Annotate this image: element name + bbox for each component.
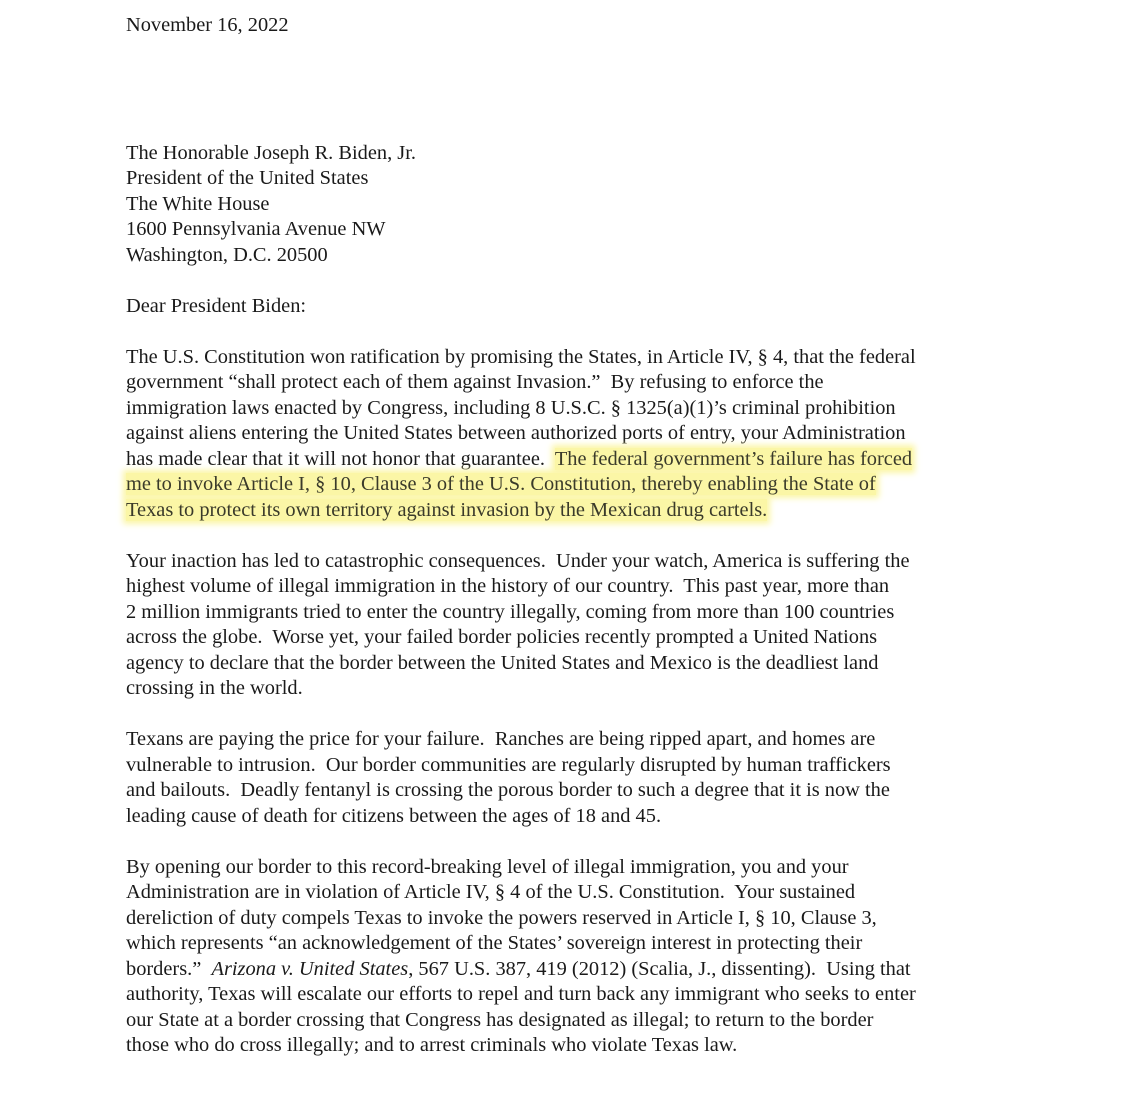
text-line (126, 472, 1126, 498)
text-segment: vulnerable to intrusion. Our border communities are regularly disrupted by human traffickers (126, 753, 891, 776)
text-line (126, 880, 1126, 906)
text-segment: has made clear that it will not honor that guarantee. (126, 447, 555, 470)
letter-date: November 16, 2022 (126, 14, 289, 36)
letter (126, 13, 1126, 1059)
text-line (126, 574, 1126, 600)
text-line (126, 778, 1126, 804)
text-line (126, 676, 1126, 702)
text-line (126, 982, 1126, 1008)
text-line (126, 345, 1126, 371)
paragraph (126, 855, 1126, 1059)
text-line (126, 1008, 1126, 1034)
text-segment: crossing in the world. (126, 677, 303, 699)
text-segment: The U.S. Constitution won ratification by promising the States, in Article IV, § 4, that the federal (126, 345, 916, 368)
text-segment: 2 million immigrants tried to enter the country illegally, coming from more than 100 countries (126, 600, 895, 623)
text-segment: Administration are in violation of Article IV, § 4 of the U.S. Constitution. Your sustained (126, 881, 856, 903)
text-segment: against aliens entering the United States between authorized ports of entry, your Administration (126, 422, 906, 444)
address-line: Washington, D.C. 20500 (126, 243, 328, 266)
text-segment: Your inaction has led to catastrophic consequences. Under your watch, America is suffering the (126, 549, 910, 572)
text-segment: authority, Texas will escalate our efforts to repel and turn back any immigrant who seeks to enter (126, 983, 916, 1005)
salutation: Dear President Biden: (126, 294, 307, 317)
text-segment: immigration laws enacted by Congress, including 8 U.S.C. § 1325(a)(1)’s criminal prohibition (126, 396, 896, 419)
address-line: President of the United States (126, 167, 369, 189)
text-segment: government “shall protect each of them against Invasion.” By refusing to enforce the (126, 371, 824, 393)
text-line (126, 600, 1126, 626)
text-line (126, 804, 1126, 830)
text-segment: across the globe. Worse yet, your failed border policies recently prompted a United Nations (126, 626, 878, 648)
text-segment: borders.” (126, 957, 212, 980)
text-segment: By opening our border to this record-breaking level of illegal immigration, you and your (126, 855, 849, 878)
highlighted-text: me to invoke Article I, § 10, Clause 3 of the U.S. Constitution, thereby enabling the State of (126, 473, 876, 495)
address-line: The Honorable Joseph R. Biden, Jr. (126, 141, 416, 164)
text-line (126, 957, 1126, 983)
paragraph (126, 345, 1126, 524)
text-segment: agency to declare that the border between the United States and Mexico is the deadliest land (126, 651, 879, 674)
text-line (126, 855, 1126, 881)
text-segment: and bailouts. Deadly fentanyl is crossing the porous border to such a degree that it is now the (126, 779, 890, 801)
case-citation: Arizona v. United States (211, 957, 409, 980)
text-segment: highest volume of illegal immigration in the history of our country. This past year, more than (126, 575, 890, 597)
text-segment: Texans are paying the price for your failure. Ranches are being ripped apart, and homes are (126, 728, 876, 750)
text-segment: our State at a border crossing that Congress has designated as illegal; to return to the border (126, 1008, 874, 1031)
text-line (126, 727, 1126, 753)
text-line (126, 396, 1126, 422)
text-line (126, 753, 1126, 779)
text-line (126, 906, 1126, 932)
text-segment: dereliction of duty compels Texas to invoke the powers reserved in Article I, § 10, Clause 3, (126, 906, 877, 929)
highlighted-text: Texas to protect its own territory against invasion by the Mexican drug cartels. (126, 498, 768, 521)
address-line: 1600 Pennsylvania Avenue NW (126, 218, 386, 240)
text-line (126, 625, 1126, 651)
text-line (126, 498, 1126, 524)
text-segment: , 567 U.S. 387, 419 (2012) (Scalia, J., dissenting). Using that (408, 957, 911, 980)
highlighted-text: The federal government’s failure has forced (554, 447, 913, 470)
address-line: The White House (126, 192, 270, 215)
letter-body (126, 345, 1126, 1059)
text-line (126, 549, 1126, 575)
text-segment: those who do cross illegally; and to arrest criminals who violate Texas law. (126, 1034, 738, 1056)
text-line (126, 421, 1126, 447)
text-line (126, 370, 1126, 396)
text-line (126, 931, 1126, 957)
text-line (126, 447, 1126, 473)
paragraph (126, 727, 1126, 829)
text-line (126, 651, 1126, 677)
text-segment: leading cause of death for citizens between the ages of 18 and 45. (126, 804, 662, 827)
recipient-address (126, 141, 1126, 269)
paragraph (126, 549, 1126, 702)
text-segment: which represents “an acknowledgement of the States’ sovereign interest in protecting their (126, 932, 863, 954)
text-line (126, 1033, 1126, 1059)
